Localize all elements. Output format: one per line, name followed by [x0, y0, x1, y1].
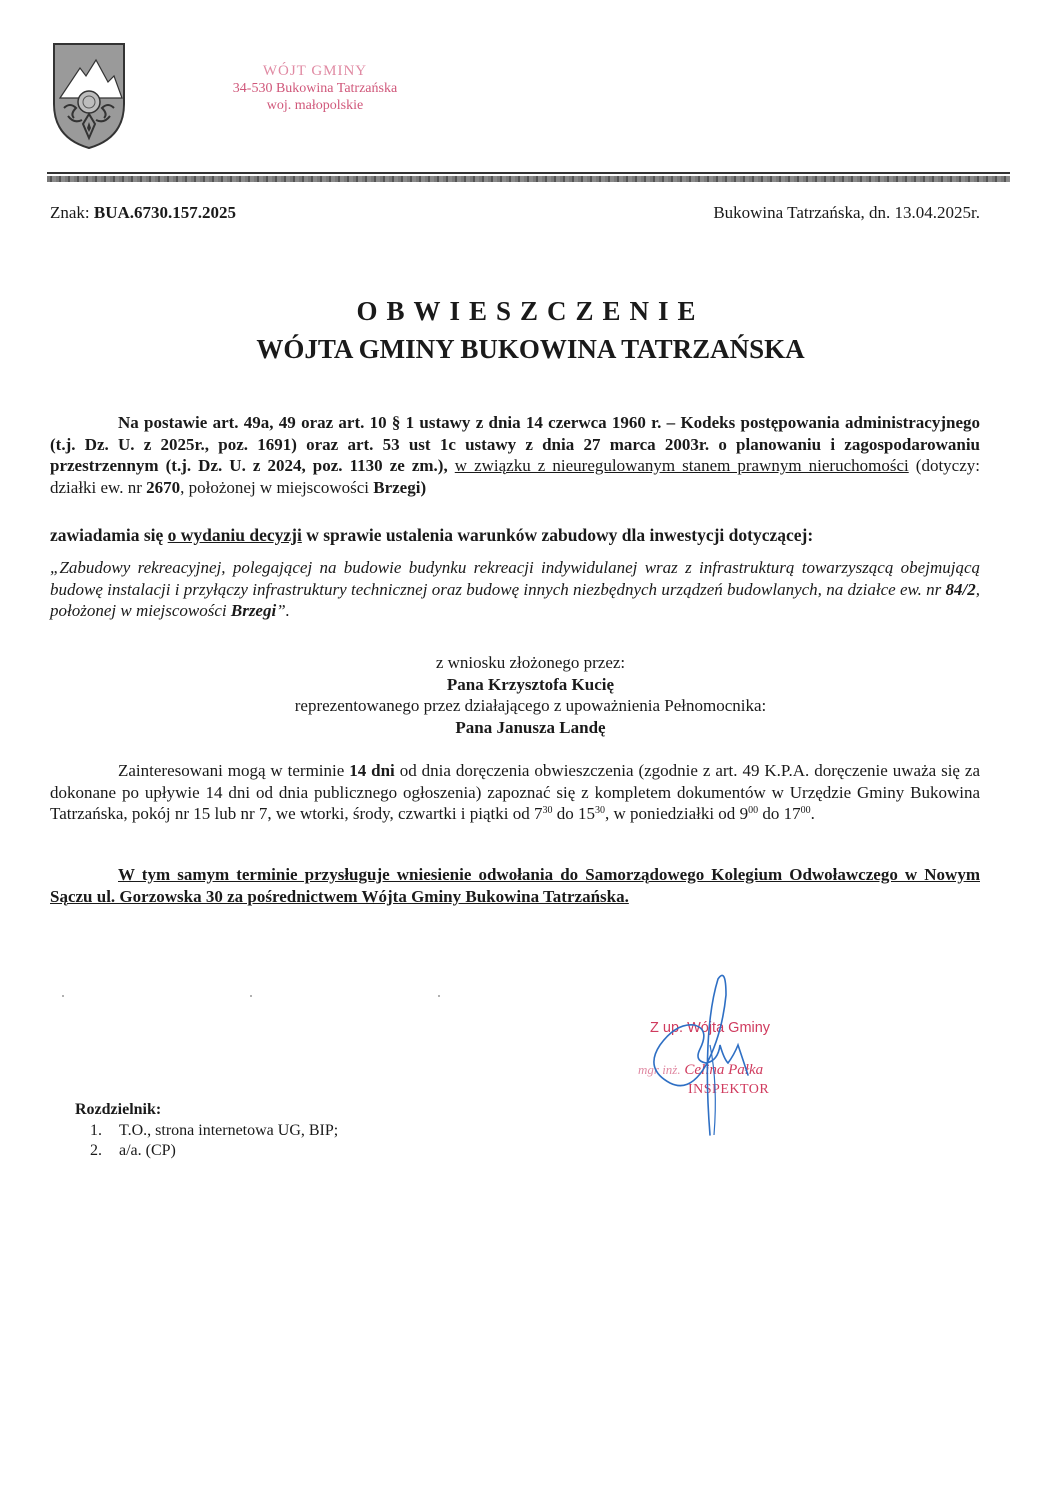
hour-end-mon: 17 — [783, 804, 801, 823]
notice-suffix: w sprawie ustalenia warunków zabudowy dla inwestycji dotyczącej: — [306, 525, 814, 545]
investment-end: ”. — [276, 601, 290, 620]
review-end: . — [810, 804, 815, 823]
header-divider-band — [47, 176, 1010, 182]
minute-start-tue-fri: 30 — [542, 805, 553, 816]
investment-text: „Zabudowy rekreacyjnej, polegającej na budowie budynku rekreacji indywidulanej wraz z infrastrukturą towarzyszącą obejmującą budowę instalacji i przyłączy infrastruktury technicznej oraz budowę innych niezbędnych urządzeń budowlanych, na działce ew. nr — [50, 558, 980, 599]
representative-name: Pana Janusza Landę — [455, 717, 606, 737]
hour-start-mon: 9 — [739, 804, 749, 823]
review-paragraph — [50, 760, 980, 825]
place-date: Bukowina Tatrzańska, dn. 13.04.2025r. — [713, 203, 980, 222]
item-number: 2. — [90, 1142, 102, 1159]
distribution-list — [90, 1121, 338, 1161]
notice-underlined: o wydaniu decyzji — [167, 525, 302, 545]
appeal-paragraph — [50, 864, 980, 908]
stamp-line-3: woj. małopolskie — [266, 98, 364, 113]
stamp-line-2: 34-530 Bukowina Tatrzańska — [232, 81, 398, 96]
item-text: T.O., strona internetowa UG, BIP; — [119, 1122, 339, 1139]
hour-start-tue-fri: 7 — [534, 804, 543, 823]
review-to-2: do — [762, 804, 780, 823]
review-text-1: Zainteresowani mogą w terminie — [118, 761, 345, 780]
parcel-number: 2670 — [146, 477, 181, 497]
applicant-block — [0, 652, 1061, 738]
stamp-line-1: WÓJT GMINY — [262, 63, 368, 79]
minute-end-tue-fri: 30 — [595, 805, 605, 816]
legal-basis-rest: (dotyczy: działki ew. nr — [50, 456, 980, 497]
minute-end-mon: 00 — [800, 805, 811, 816]
header-divider — [47, 172, 1010, 174]
locality: Brzegi) — [373, 477, 427, 497]
signature-name: Celina Pałka — [684, 1062, 764, 1078]
header-stamp — [200, 63, 430, 114]
handwritten-signature — [610, 965, 830, 1145]
legal-basis-middle: , położonej w miejscowości — [180, 477, 369, 497]
hour-end-tue-fri: 15 — [578, 804, 595, 823]
coat-of-arms-logo — [52, 42, 126, 150]
legal-basis-paragraph — [50, 412, 980, 498]
notice-prefix: zawiadamia się — [50, 525, 164, 545]
review-text-2: od dnia doręczenia obwieszczenia (zgodnie z art. 49 K.P.A. doręczenie uważa się za dokonane po upływie 14 dni od dnia publicznego ogłoszenia) zapoznać się z kompletem dokumentów w Urzędzie Gminy Bukowina Tatrzańska, pokój nr 15 lub nr 7, we wtorki, środy, czwartki i piątki od — [50, 761, 980, 823]
investment-middle: , położonej w miejscowości — [50, 579, 981, 620]
reference-label: Znak: — [50, 203, 90, 222]
signature-position: INSPEKTOR — [688, 1082, 770, 1097]
scan-speck — [438, 995, 440, 997]
item-text: a/a. (CP) — [119, 1142, 176, 1159]
scan-speck — [62, 995, 64, 997]
review-days: 14 dni — [349, 761, 395, 780]
legal-basis-text: Na postawie art. 49a, 49 oraz art. 10 § 1 ustawy z dnia 14 czerwca 1960 r. – Kodeks postępowania administracyjnego (t.j. Dz. U. z 2025r., poz. 1691) oraz art. 53 ust 1c ustawy z dnia 27 marca 2003r. o planowaniu i zagospodarowaniu przestrzennym (t.j. Dz. U. z 2024, poz. 1130 ze zm.), — [50, 413, 980, 475]
applicant-name: Pana Krzysztofa Kucię — [446, 674, 615, 694]
document-subtitle: WÓJTA GMINY BUKOWINA TATRZAŃSKA — [256, 334, 805, 364]
document-reference — [50, 203, 236, 223]
distribution-item — [90, 1121, 338, 1141]
signature-authority: Z up. Wójta Gminy — [650, 1020, 771, 1036]
applicant-intro: z wniosku złożonego przez: — [435, 653, 626, 672]
appeal-text: W tym samym terminie przysługuje wniesienie odwołania do Samorządowego Kolegium Odwoławczego w Nowym Sączu ul. Gorzowska 30 za pośrednictwem Wójta Gminy Bukowina Tatrzańska. — [50, 865, 980, 906]
distribution-title: Rozdzielnik: — [75, 1101, 162, 1118]
document-title: OBWIESZCZENIE — [356, 296, 705, 326]
reference-number: BUA.6730.157.2025 — [93, 203, 237, 222]
minute-start-mon: 00 — [748, 805, 759, 816]
investment-parcel: 84/2 — [945, 579, 976, 599]
notice-paragraph — [50, 525, 980, 547]
review-to-1: do — [556, 804, 574, 823]
representative-intro: reprezentowanego przez działającego z upoważnienia Pełnomocnika: — [294, 696, 767, 715]
review-monday: , w poniedziałki od — [605, 804, 736, 823]
item-number: 1. — [90, 1122, 102, 1139]
scan-speck — [250, 995, 252, 997]
legal-basis-underlined: w związku z nieuregulowanym stanem prawnym nieruchomości — [454, 456, 909, 475]
signature-title: mgr inż. — [638, 1062, 681, 1077]
investment-place: Brzegi — [230, 601, 277, 620]
investment-description — [50, 557, 980, 622]
distribution-item — [90, 1141, 338, 1161]
